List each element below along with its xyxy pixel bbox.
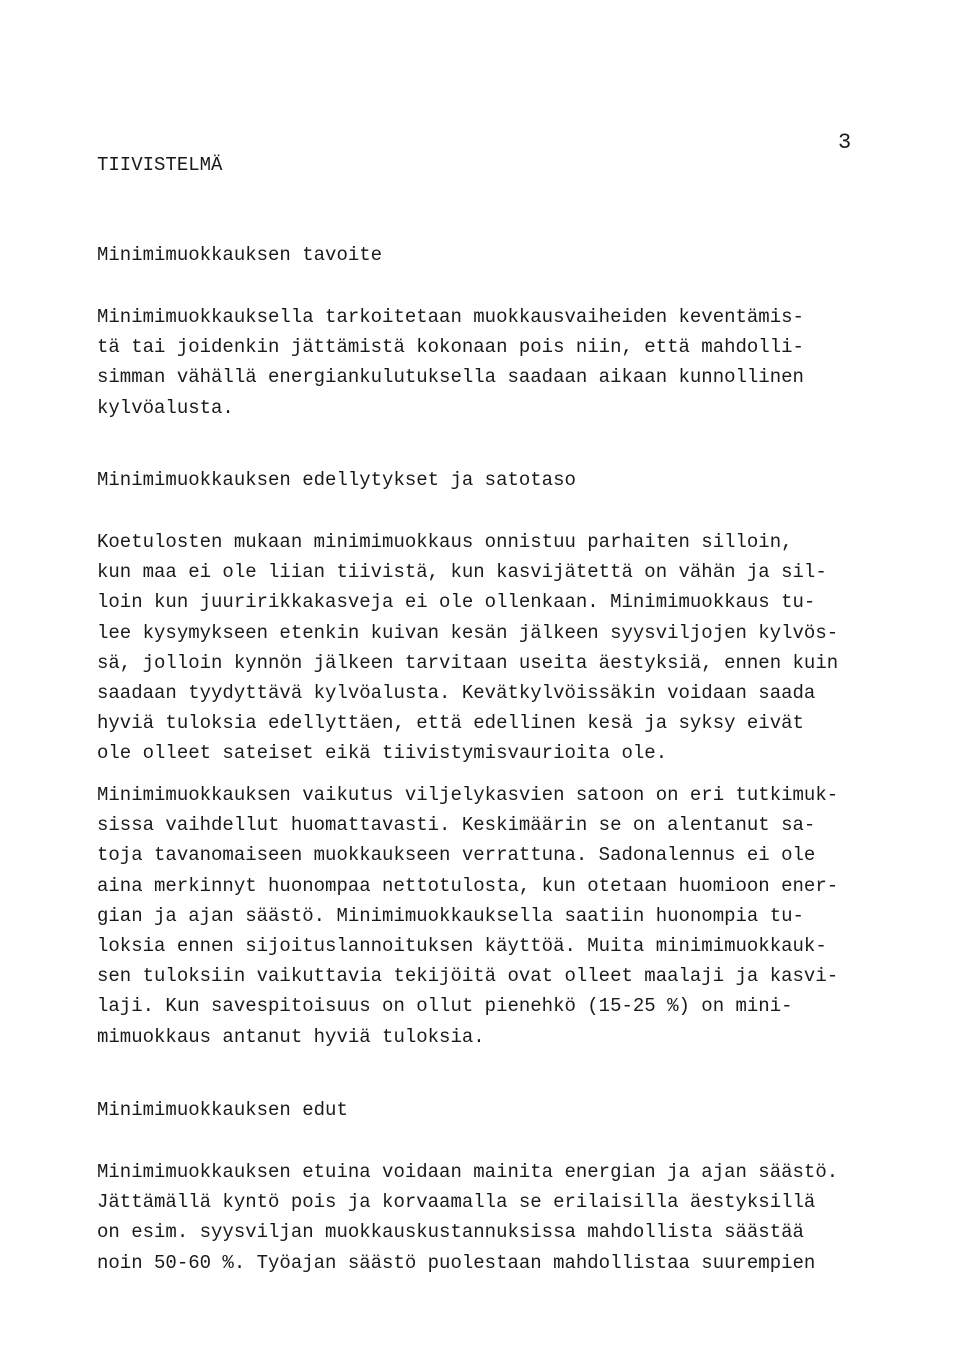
text-line: loksia ennen sijoituslannoituksen käyttöä. Muita minimimuokkauk-: [97, 934, 827, 957]
text-line: sä, jolloin kynnön jälkeen tarvitaan useita äestyksiä, ennen kuin: [97, 651, 839, 674]
section-heading-edellytykset: Minimimuokkauksen edellytykset ja satotaso: [97, 469, 576, 491]
text-line: hyviä tuloksia edellyttäen, että edellinen kesä ja syksy eivät: [97, 712, 804, 735]
text-line: sissa vaihdellut huomattavasti. Keskimäärin se on alentanut sa-: [97, 814, 816, 837]
text-line: loin kun juuririkkakasveja ei ole ollenkaan. Minimimuokkaus tu-: [97, 591, 816, 614]
paragraph-tavoite: [97, 302, 804, 423]
text-line: toja tavanomaiseen muokkaukseen verrattuna. Sadonalennus ei ole: [97, 844, 816, 867]
text-line: Minimimuokkauksella tarkoitetaan muokkausvaiheiden keventämis-: [97, 306, 804, 328]
text-line: lee kysymykseen etenkin kuivan kesän jälkeen syysviljojen kylvös-: [97, 621, 839, 644]
text-line: ole olleet sateiset eikä tiivistymisvaurioita ole.: [97, 742, 668, 765]
page-number: 3: [838, 130, 852, 155]
text-line: simman vähällä energiankulutuksella saadaan aikaan kunnollinen: [97, 366, 804, 389]
text-line: on esim. syysviljan muokkauskustannuksissa mahdollista säästää: [97, 1221, 804, 1244]
paragraph-satotaso: [97, 780, 838, 1052]
text-line: kylvöalusta.: [97, 396, 234, 419]
text-line: laji. Kun savespitoisuus on ollut pienehkö (15-25 %) on mini-: [97, 995, 793, 1018]
section-heading-edut: Minimimuokkauksen edut: [97, 1099, 348, 1121]
text-line: gian ja ajan säästö. Minimimuokkauksella saatiin huonompia tu-: [97, 904, 804, 927]
text-line: Jättämällä kyntö pois ja korvaamalla se erilaisilla äestyksillä: [97, 1191, 816, 1214]
paragraph-edellytykset: [97, 527, 838, 769]
text-line: noin 50-60 %. Työajan säästö puolestaan mahdollistaa suurempien: [97, 1251, 816, 1274]
text-line: Minimimuokkauksen vaikutus viljelykasvien satoon on eri tutkimuk-: [97, 784, 839, 806]
text-line: sen tuloksiin vaikuttavia tekijöitä ovat olleet maalaji ja kasvi-: [97, 965, 839, 988]
document-title: TIIVISTELMÄ: [97, 154, 223, 176]
text-line: kun maa ei ole liian tiivistä, kun kasvijätettä on vähän ja sil-: [97, 561, 827, 584]
paragraph-edut: [97, 1157, 838, 1278]
text-line: aina merkinnyt huonompaa nettotulosta, kun otetaan huomioon ener-: [97, 874, 839, 897]
text-line: Minimimuokkauksen etuina voidaan mainita energian ja ajan säästö.: [97, 1161, 839, 1183]
section-heading-tavoite: Minimimuokkauksen tavoite: [97, 244, 383, 266]
text-line: mimuokkaus antanut hyviä tuloksia.: [97, 1025, 485, 1048]
text-line: Koetulosten mukaan minimimuokkaus onnistuu parhaiten silloin,: [97, 531, 793, 553]
text-line: saadaan tyydyttävä kylvöalusta. Kevätkylvöissäkin voidaan saada: [97, 681, 816, 704]
text-line: tä tai joidenkin jättämistä kokonaan pois niin, että mahdolli-: [97, 336, 804, 359]
